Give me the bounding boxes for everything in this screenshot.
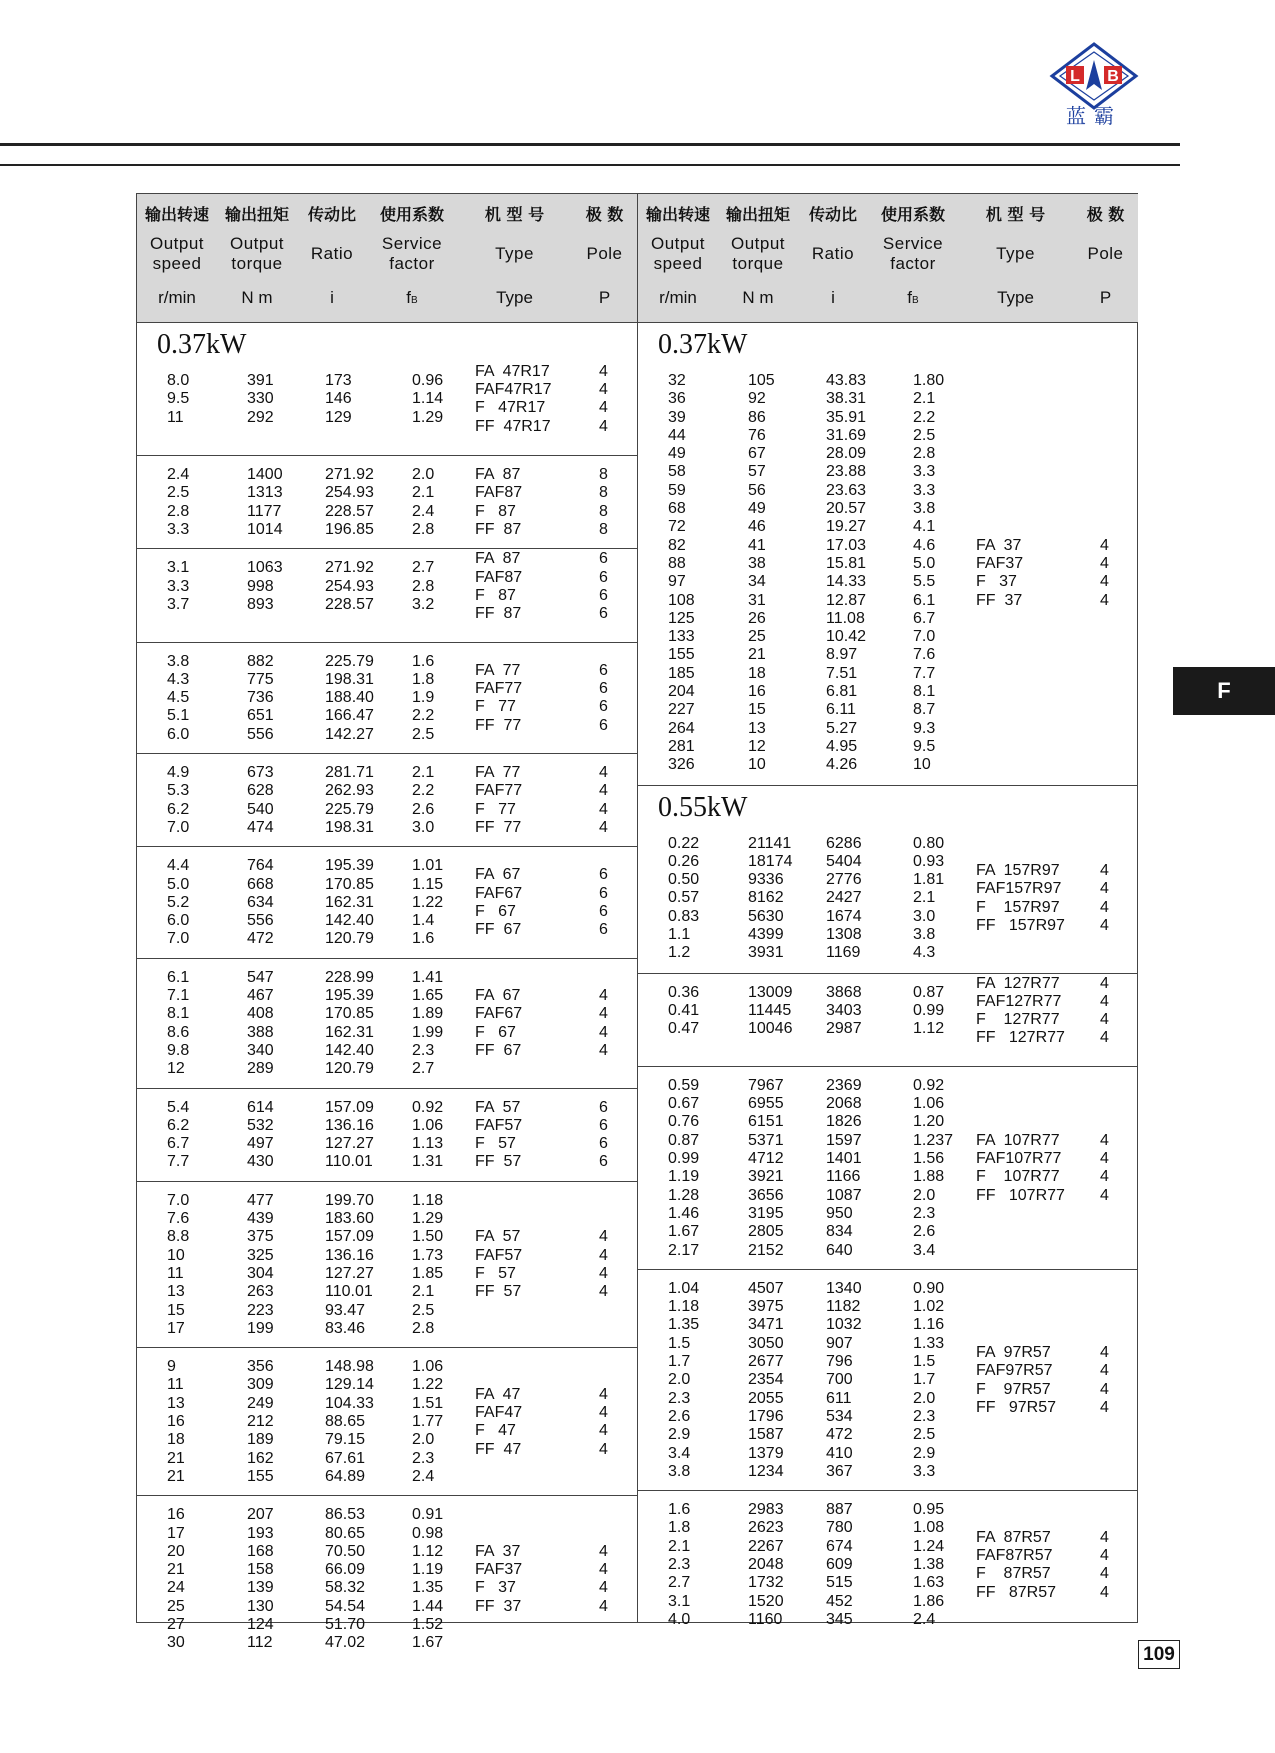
value-column: 1063 998 893 <box>247 559 283 613</box>
type-column: FA 77 FAF77 F 77 FF 77 <box>475 661 523 734</box>
data-group <box>638 1490 1138 1639</box>
type-column: FA 67 FAF67 F 67 FF 67 <box>475 987 523 1059</box>
type-column: FA 57 FAF57 F 57 FF 57 <box>475 1098 523 1171</box>
value-column: 614 532 497 430 <box>247 1098 274 1171</box>
table-left-half <box>137 194 637 1652</box>
header-unit: i <box>330 288 334 307</box>
value-column: 0.59 0.67 0.76 0.87 0.99 1.19 1.28 1.46 1.67 2.17 <box>668 1076 700 1259</box>
pole-column: 6 6 6 6 <box>599 1098 608 1171</box>
value-column: 764 668 634 556 472 <box>247 857 274 948</box>
header-unit: P <box>598 288 611 307</box>
value-column: 0.22 0.26 0.50 0.57 0.83 1.1 1.2 <box>668 834 700 962</box>
gearmotor-selection-table <box>136 193 1138 1652</box>
header-unit: Type <box>997 288 1034 307</box>
type-column: FA 67 FAF67 F 67 FF 67 <box>475 866 523 939</box>
value-column: 1.41 1.65 1.89 1.99 2.3 2.7 <box>412 968 444 1078</box>
value-column: 3.1 3.3 3.7 <box>167 559 190 613</box>
header-en: Output speed <box>650 234 706 273</box>
value-column: 8.0 9.5 11 <box>167 372 190 426</box>
value-column: 16 17 20 21 24 25 27 30 <box>167 1506 185 1652</box>
value-column: 157.09 136.16 127.27 110.01 <box>325 1098 374 1171</box>
value-column: 207 193 168 158 139 130 124 112 <box>247 1506 274 1652</box>
value-column: 1.6 1.8 1.9 2.2 2.5 <box>412 652 435 743</box>
value-column: 0.95 1.08 1.24 1.38 1.63 1.86 2.4 <box>913 1501 945 1628</box>
logo-letter-b: B <box>1107 68 1119 85</box>
pole-column: 4 4 4 4 <box>599 362 608 435</box>
value-column: 4507 3975 3471 3050 2677 2354 2055 1796 1587 1379 1234 <box>748 1279 784 1480</box>
header-zh: 输出扭矩 <box>224 205 289 224</box>
data-group <box>638 973 1138 1067</box>
value-column: 0.92 1.06 1.13 1.31 <box>412 1098 444 1171</box>
value-column: 391 330 292 <box>247 372 274 426</box>
data-group <box>137 1495 637 1662</box>
type-column: FA 57 FAF57 F 57 FF 57 <box>475 1228 523 1301</box>
section-divider <box>638 785 1138 786</box>
header-en: Service factor <box>882 234 944 273</box>
value-column: 195.39 170.85 162.31 142.40 120.79 <box>325 857 374 948</box>
logo-chars: 蓝霸 <box>1066 104 1122 128</box>
value-column: 2.0 2.1 2.4 2.8 <box>412 466 435 539</box>
value-column: 0.80 0.93 1.81 2.1 3.0 3.8 4.3 <box>913 834 945 962</box>
value-column: 7.0 7.6 8.8 10 11 13 15 17 <box>167 1191 190 1337</box>
value-column: 173 146 129 <box>325 372 352 426</box>
type-column: FA 127R77 FAF127R77 F 127R77 FF 127R77 <box>976 974 1065 1047</box>
data-group <box>137 362 637 455</box>
header-unit: Type <box>496 288 533 307</box>
data-group <box>137 548 637 642</box>
value-column: 271.92 254.93 228.57 <box>325 559 374 613</box>
header-unit: N m <box>241 288 273 307</box>
value-column: 6.1 7.1 8.1 8.6 9.8 12 <box>167 968 190 1078</box>
top-rule-secondary <box>0 164 1180 166</box>
value-column: 148.98 129.14 104.33 88.65 79.15 67.61 64.89 <box>325 1358 374 1485</box>
value-column: 1400 1313 1177 1014 <box>247 466 283 539</box>
value-column: 477 439 375 325 304 263 223 199 <box>247 1191 274 1337</box>
header-zh: 传动比 <box>307 205 356 224</box>
data-group <box>137 958 637 1089</box>
header-en: Output speed <box>149 234 205 273</box>
type-column: FA 157R97 FAF157R97 F 157R97 FF 157R97 <box>976 862 1065 934</box>
header-col-4 <box>457 194 572 322</box>
value-column: 1.6 1.8 2.1 2.3 2.7 3.1 4.0 <box>668 1501 691 1628</box>
top-rule <box>0 143 1180 146</box>
header-col-2 <box>798 194 868 322</box>
pole-column: 8 8 8 8 <box>599 466 608 539</box>
pole-column: 4 4 4 4 <box>1100 974 1109 1047</box>
data-group <box>638 1269 1138 1491</box>
header-zh: 机 型 号 <box>484 205 545 224</box>
header-en: Type <box>495 244 534 263</box>
header-col-4 <box>958 194 1073 322</box>
power-title: 0.37kW <box>157 329 247 360</box>
value-column: 3868 3403 2987 <box>826 983 862 1038</box>
power-title: 0.55kW <box>658 791 748 823</box>
value-column: 0.91 0.98 1.12 1.19 1.35 1.44 1.52 1.67 <box>412 1506 444 1652</box>
value-column: 21141 18174 9336 8162 5630 4399 3931 <box>748 834 793 962</box>
type-column: FA 37 FAF37 F 37 FF 37 <box>475 1542 523 1615</box>
type-column: FA 37 FAF37 F 37 FF 37 <box>976 536 1024 609</box>
value-column: 356 309 249 212 189 162 155 <box>247 1358 274 1485</box>
table-header-right <box>638 194 1138 323</box>
data-group <box>137 1347 637 1496</box>
header-en: Ratio <box>811 244 855 263</box>
data-group <box>638 825 1138 973</box>
data-group <box>638 362 1138 785</box>
header-col-1 <box>718 194 798 322</box>
header-unit: r/min <box>158 288 196 307</box>
header-col-5 <box>1073 194 1138 322</box>
value-column: 2983 2623 2267 2048 1732 1520 1160 <box>748 1501 784 1628</box>
value-column: 1.80 2.1 2.2 2.5 2.8 3.3 3.3 3.8 4.1 4.6 5.0 5.5 6.1 6.7 7.0 7.6 7.7 8.1 8.7 9.3 9.5 10 <box>913 372 945 774</box>
header-col-2 <box>297 194 367 322</box>
header-col-1 <box>217 194 297 322</box>
value-column: 0.92 1.06 1.20 1.237 1.56 1.88 2.0 2.3 2.6 3.4 <box>913 1076 954 1259</box>
value-column: 86.53 80.65 70.50 66.09 58.32 54.54 51.70 47.02 <box>325 1506 366 1652</box>
power-title: 0.37kW <box>658 329 748 360</box>
pole-column: 4 4 4 4 <box>1100 536 1109 609</box>
data-group <box>137 1088 637 1182</box>
header-zh: 机 型 号 <box>985 205 1046 224</box>
value-column: 0.87 0.99 1.12 <box>913 983 945 1038</box>
value-column: 882 775 736 651 556 <box>247 652 274 743</box>
pole-column: 4 4 4 4 <box>599 1228 608 1301</box>
pole-column: 4 4 4 4 <box>1100 1528 1109 1601</box>
data-group <box>137 455 637 549</box>
pole-column: 4 4 4 4 <box>1100 1343 1109 1416</box>
header-en: Service factor <box>381 234 443 273</box>
data-group <box>137 846 637 959</box>
logo-letter-l: L <box>1070 68 1080 85</box>
value-column: 9 11 13 16 18 21 21 <box>167 1358 185 1485</box>
header-zh: 使用系数 <box>379 205 444 224</box>
header-zh: 输出转速 <box>645 205 710 224</box>
value-column: 271.92 254.93 228.57 196.85 <box>325 466 374 539</box>
value-column: 281.71 262.93 225.79 198.31 <box>325 764 374 836</box>
pole-column: 6 6 6 6 <box>599 866 608 939</box>
value-column: 7967 6955 6151 5371 4712 3921 3656 3195 2805 2152 <box>748 1076 784 1259</box>
pole-column: 4 4 4 4 <box>599 987 608 1059</box>
type-column: FA 47 FAF47 F 47 FF 47 <box>475 1385 523 1458</box>
header-unit: fB <box>406 288 418 307</box>
header-col-0 <box>137 194 217 322</box>
header-zh: 输出转速 <box>144 205 209 224</box>
value-column: 673 628 540 474 <box>247 764 274 836</box>
data-group <box>137 1181 637 1348</box>
header-zh: 使用系数 <box>880 205 945 224</box>
value-column: 105 92 86 76 67 57 56 49 46 41 38 34 31 26 25 21 18 16 15 13 12 10 <box>748 372 775 774</box>
header-en: Output torque <box>730 234 786 273</box>
pole-column: 4 4 4 4 <box>1100 1131 1109 1204</box>
pole-column: 4 4 4 4 <box>599 764 608 836</box>
value-column: 199.70 183.60 157.09 136.16 127.27 110.01 93.47 83.46 <box>325 1191 374 1337</box>
pole-column: 4 4 4 4 <box>599 1542 608 1615</box>
value-column: 1.04 1.18 1.35 1.5 1.7 2.0 2.3 2.6 2.9 3.4 3.8 <box>668 1279 700 1480</box>
header-zh: 传动比 <box>808 205 857 224</box>
header-en: Output torque <box>229 234 285 273</box>
header-unit: i <box>831 288 835 307</box>
page-number: 109 <box>1138 1640 1180 1669</box>
value-column: 6286 5404 2776 2427 1674 1308 1169 <box>826 834 862 962</box>
header-unit: r/min <box>659 288 697 307</box>
value-column: 4.4 5.0 5.2 6.0 7.0 <box>167 857 190 948</box>
value-column: 0.96 1.14 1.29 <box>412 372 444 426</box>
value-column: 1.06 1.22 1.51 1.77 2.0 2.3 2.4 <box>412 1358 444 1485</box>
type-column: FA 87 FAF87 F 87 FF 87 <box>475 466 523 539</box>
value-column: 3.8 4.3 4.5 5.1 6.0 <box>167 652 190 743</box>
header-col-5 <box>572 194 637 322</box>
type-column: FA 77 FAF77 F 77 FF 77 <box>475 764 523 836</box>
data-group <box>137 753 637 847</box>
value-column: 4.9 5.3 6.2 7.0 <box>167 764 190 836</box>
data-group <box>638 1066 1138 1270</box>
header-en: Pole <box>586 244 623 263</box>
value-column: 43.83 38.31 35.91 31.69 28.09 23.88 23.63 20.57 19.27 17.03 15.81 14.33 12.87 11.08 10.42 8.97 7.51 6.81 6.11 5.27 4.95 4.26 <box>826 372 867 774</box>
data-group <box>137 642 637 755</box>
pole-column: 6 6 6 6 <box>599 550 608 623</box>
lanba-logo <box>1046 40 1142 136</box>
value-column: 1340 1182 1032 907 796 700 611 534 472 410 367 <box>826 1279 862 1480</box>
value-column: 1.01 1.15 1.22 1.4 1.6 <box>412 857 444 948</box>
value-column: 0.90 1.02 1.16 1.33 1.5 1.7 2.0 2.3 2.5 2.9 3.3 <box>913 1279 945 1480</box>
value-column: 0.36 0.41 0.47 <box>668 983 700 1038</box>
header-unit: N m <box>742 288 774 307</box>
header-zh: 输出扭矩 <box>725 205 790 224</box>
header-col-3 <box>868 194 958 322</box>
header-col-0 <box>638 194 718 322</box>
value-column: 2.1 2.2 2.6 3.0 <box>412 764 435 836</box>
header-zh: 极 数 <box>1086 205 1125 224</box>
value-column: 225.79 198.31 188.40 166.47 142.27 <box>325 652 374 743</box>
type-column: FA 87 FAF87 F 87 FF 87 <box>475 550 523 623</box>
value-column: 887 780 674 609 515 452 345 <box>826 1501 853 1628</box>
value-column: 13009 11445 10046 <box>748 983 793 1038</box>
table-header-left <box>137 194 637 323</box>
type-column: FA 107R77 FAF107R77 F 107R77 FF 107R77 <box>976 1131 1065 1204</box>
header-col-3 <box>367 194 457 322</box>
pole-column: 4 4 4 4 <box>1100 862 1109 934</box>
value-column: 2369 2068 1826 1597 1401 1166 1087 950 834 640 <box>826 1076 862 1259</box>
pole-column: 4 4 4 4 <box>599 1385 608 1458</box>
value-column: 32 36 39 44 49 58 59 68 72 82 88 97 108 125 133 155 185 204 227 264 281 326 <box>668 372 695 774</box>
header-unit: fB <box>907 288 919 307</box>
type-column: FA 47R17 FAF47R17 F 47R17 FF 47R17 <box>475 362 552 435</box>
section-tab-f[interactable]: F <box>1173 667 1275 715</box>
value-column: 2.7 2.8 3.2 <box>412 559 435 613</box>
pole-column: 6 6 6 6 <box>599 661 608 734</box>
value-column: 5.4 6.2 6.7 7.7 <box>167 1098 190 1171</box>
header-en: Type <box>996 244 1035 263</box>
value-column: 547 467 408 388 340 289 <box>247 968 274 1078</box>
header-unit: P <box>1099 288 1112 307</box>
header-en: Pole <box>1087 244 1124 263</box>
value-column: 228.99 195.39 170.85 162.31 142.40 120.79 <box>325 968 374 1078</box>
value-column: 1.18 1.29 1.50 1.73 1.85 2.1 2.5 2.8 <box>412 1191 444 1337</box>
value-column: 2.4 2.5 2.8 3.3 <box>167 466 190 539</box>
header-en: Ratio <box>310 244 354 263</box>
type-column: FA 97R57 FAF97R57 F 97R57 FF 97R57 <box>976 1343 1057 1416</box>
table-right-half <box>637 194 1138 1628</box>
type-column: FA 87R57 FAF87R57 F 87R57 FF 87R57 <box>976 1528 1057 1601</box>
header-zh: 极 数 <box>585 205 624 224</box>
